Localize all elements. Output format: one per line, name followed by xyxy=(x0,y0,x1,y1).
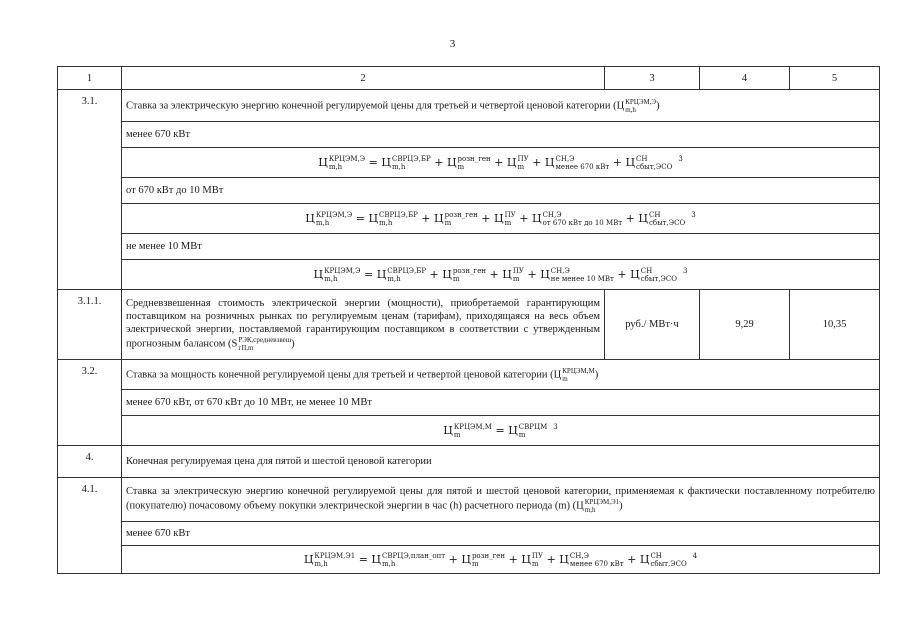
row-number: 3.2. xyxy=(58,360,122,446)
formula-term: Ц ПУ m xyxy=(502,266,524,283)
table-row xyxy=(58,390,880,416)
formula xyxy=(122,148,880,178)
unit-cell: руб./ МВт·ч xyxy=(605,290,700,360)
formula xyxy=(122,546,880,574)
formula-row xyxy=(58,204,880,234)
formula-term: Ц СН сбыт,ЭСО xyxy=(638,210,686,227)
row-title: Ставка за электрическую энергию конечной регулируемой цены для третьей и четвертой ценовой категории (Ц КРЦЭМ,Э m,h ) xyxy=(122,90,880,122)
formula-term: Ц КРЦЭМ,Э m,h xyxy=(305,210,353,227)
formula-operator: + xyxy=(490,155,507,169)
formula-operator: + xyxy=(445,552,462,566)
formula-row xyxy=(58,416,880,446)
formula: Ц КРЦЭМ,М m = Ц СВРЦМ m $^3$ xyxy=(122,416,880,446)
formula-term: Ц ПУ m xyxy=(521,551,544,568)
formula-operator: + xyxy=(543,552,560,566)
formula-operator: + xyxy=(613,267,631,281)
formula-term: Ц розн_ген m xyxy=(434,210,478,227)
footnote-marker: 4 xyxy=(692,551,698,560)
tariff-table xyxy=(57,66,880,574)
formula-term: Ц СН сбыт,ЭСО xyxy=(639,551,687,568)
formula-term: Ц розн_ген m xyxy=(446,154,491,171)
formula-operator: + xyxy=(623,552,640,566)
row-number: 4.1. xyxy=(58,478,122,574)
formula-operator: + xyxy=(426,267,443,281)
formula-operator: = xyxy=(352,211,369,225)
value-cell: 10,35 xyxy=(790,290,880,360)
formula-operator: = xyxy=(365,155,382,169)
row-number: 3.1. xyxy=(58,90,122,290)
table-row xyxy=(58,122,880,148)
table-row xyxy=(58,290,880,360)
formula-term: Ц розн_ген m xyxy=(442,266,486,283)
formula-row xyxy=(58,546,880,574)
row-subtitle: менее 670 кВт xyxy=(122,122,880,148)
formula-operator: + xyxy=(477,211,494,225)
row-title: Ставка за электрическую энергию конечной регулируемой цены для пятой и шестой ценовой категории, применяемая к фактически поставленному потребителю (покупателю) почасовому объему покупки электрической энергии в час (h) расчетного периода (m) (Ц КРЦЭМ,Э1 m,h ) xyxy=(122,478,880,522)
formula-term: Ц розн_ген m xyxy=(461,551,506,568)
formula-row xyxy=(58,260,880,290)
table-row xyxy=(58,178,880,204)
formula-term: Ц СН,Э менее 670 кВт xyxy=(544,154,610,171)
formula-term: Ц СВРЦЭ,БР m,h xyxy=(381,154,431,171)
formula-operator: + xyxy=(486,267,503,281)
footnote-marker: 3 xyxy=(691,210,696,219)
formula-term: Ц КРЦЭМ,Э m,h xyxy=(313,266,361,283)
header-cell: 1 xyxy=(58,67,122,90)
value-cell: 9,29 xyxy=(700,290,790,360)
table-row xyxy=(58,90,880,122)
header-cell: 2 xyxy=(122,67,605,90)
formula-operator: + xyxy=(523,267,541,281)
row-description: Средневзвешенная стоимость электрической энергии (мощности), приобретаемой гарантирующим поставщиком на розничных рынках по регулируемым ценам (тарифам), приходящаяся на весь объем электрической энергии, поставляемой гарантирующим поставщиком в соответствии с утвержденным прогнозным балансом (S РЭК,средневзвеш гП,m ) xyxy=(122,290,605,360)
row-subtitle: менее 670 кВт xyxy=(122,522,880,546)
footnote-marker: 3 xyxy=(683,266,688,275)
row-number: 4. xyxy=(58,446,122,478)
footnote-marker: 3 xyxy=(678,154,683,163)
header-cell: 4 xyxy=(700,67,790,90)
table-row xyxy=(58,446,880,478)
formula-term: Ц ПУ m xyxy=(493,210,516,227)
formula-operator: = xyxy=(355,552,372,566)
formula-operator: + xyxy=(515,211,532,225)
row-subtitle: менее 670 кВт, от 670 кВт до 10 МВт, не менее 10 МВт xyxy=(122,390,880,416)
row-title: Конечная регулируемая цена для пятой и шестой ценовой категории xyxy=(122,446,880,478)
table-row xyxy=(58,522,880,546)
formula-term: Ц КРЦЭМ,Э1 m,h xyxy=(303,551,356,568)
table-header-row xyxy=(58,67,880,90)
formula-operator: + xyxy=(528,155,545,169)
formula-row xyxy=(58,148,880,178)
row-subtitle: не менее 10 МВт xyxy=(122,234,880,260)
formula-term: Ц СН сбыт,ЭСО xyxy=(625,154,673,171)
formula-operator: + xyxy=(505,552,522,566)
formula-operator: + xyxy=(622,211,639,225)
formula-operator: = xyxy=(360,267,377,281)
table-row xyxy=(58,478,880,522)
formula-term: Ц СН,Э не менее 10 МВт xyxy=(540,266,614,283)
formula-operator: + xyxy=(417,211,435,225)
row-subtitle: от 670 кВт до 10 МВт xyxy=(122,178,880,204)
header-cell: 5 xyxy=(790,67,880,90)
formula-term: Ц СН,Э менее 670 кВт xyxy=(559,551,624,568)
formula-term: Ц ПУ m xyxy=(506,154,529,171)
table-row xyxy=(58,234,880,260)
table-row xyxy=(58,360,880,390)
formula-operator: + xyxy=(430,155,447,169)
formula-term: Ц СВРЦЭ,БР m,h xyxy=(368,210,418,227)
formula xyxy=(122,204,880,234)
formula-term: Ц СВРЦЭ,план_опт m,h xyxy=(371,551,446,568)
row-number: 3.1.1. xyxy=(58,290,122,360)
page-number: 3 xyxy=(449,38,456,50)
header-cell: 3 xyxy=(605,67,700,90)
formula-term: Ц КРЦЭМ,Э m,h xyxy=(318,154,366,171)
formula-operator: + xyxy=(609,155,626,169)
row-title: Ставка за мощность конечной регулируемой цены для третьей и четвертой ценовой категории (Ц КРЦЭМ,М m ) xyxy=(122,360,880,390)
formula-term: Ц СВРЦЭ,БР m,h xyxy=(376,266,427,283)
formula-term: Ц СН сбыт,ЭСО xyxy=(630,266,677,283)
formula xyxy=(122,260,880,290)
formula-term: Ц СН,Э от 670 кВт до 10 МВт xyxy=(531,210,623,227)
